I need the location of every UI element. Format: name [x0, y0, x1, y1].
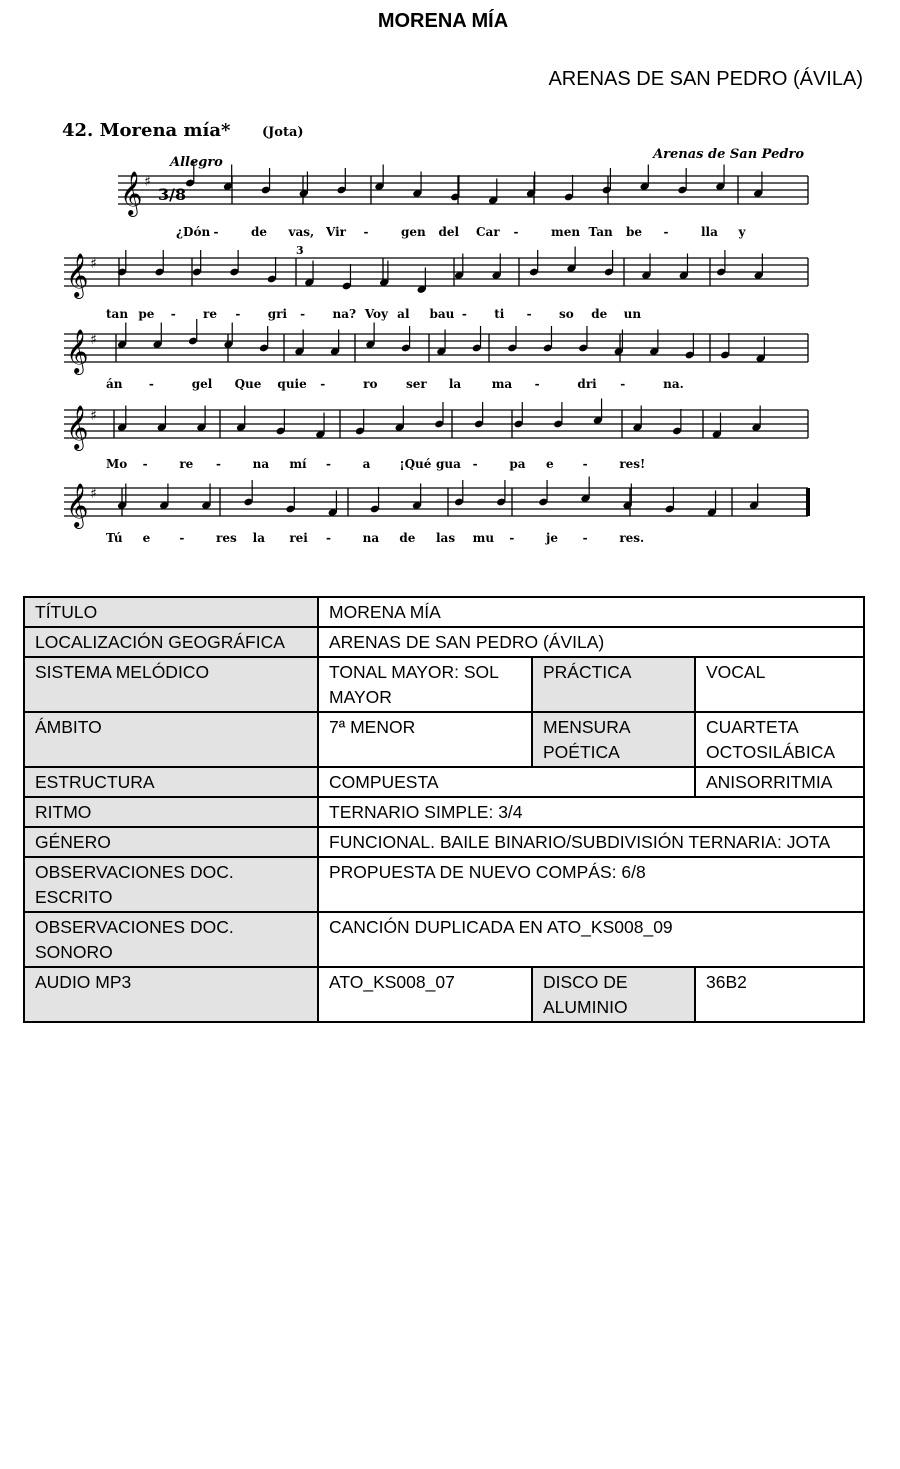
cell-label: MENSURA POÉTICA	[532, 712, 695, 767]
key-sharp: ♯	[144, 174, 151, 190]
cell-label: RITMO	[24, 797, 318, 827]
lyric-syllable: -	[582, 457, 588, 471]
table-row-written-notes	[24, 857, 864, 912]
lyric-syllable: ¡Qué	[399, 457, 432, 471]
cell-label: TÍTULO	[24, 597, 318, 627]
lyric-syllable: vas,	[288, 225, 315, 239]
cell-value: COMPUESTA	[318, 767, 695, 797]
lyric-syllable: -	[526, 307, 532, 321]
lyric-syllable: res!	[619, 457, 646, 471]
lyric-syllable: de	[251, 225, 268, 239]
lyric-syllable: na?	[332, 307, 357, 321]
cell-label: ÁMBITO	[24, 712, 318, 767]
staff	[64, 319, 808, 375]
lyric-syllable: -	[363, 225, 369, 239]
lyric-syllable: na	[252, 457, 270, 471]
cell-label: OBSERVACIONES DOC. SONORO	[24, 912, 318, 967]
lyric-syllable: -	[170, 307, 176, 321]
treble-clef: 𝄞	[66, 405, 89, 449]
table-row-title	[24, 597, 864, 627]
lyric-syllable: mu	[472, 531, 495, 545]
key-sharp: ♯	[90, 486, 97, 502]
cell-label: SISTEMA MELÓDICO	[24, 657, 318, 712]
table-row-audio	[24, 967, 864, 1022]
lyric-line	[106, 307, 641, 321]
lyric-syllable: gen	[401, 225, 426, 239]
staff	[64, 247, 808, 300]
treble-clef: 𝄞	[66, 483, 89, 527]
cell-value: VOCAL	[695, 657, 864, 712]
lyric-syllable: -	[235, 307, 241, 321]
time-signature: 3/8	[158, 185, 187, 204]
table-row-location	[24, 627, 864, 657]
lyric-syllable: je	[546, 531, 558, 545]
lyric-syllable: tan	[106, 307, 129, 321]
info-table	[23, 596, 865, 1023]
lyric-syllable: e	[142, 531, 151, 545]
lyric-syllable: la	[448, 377, 462, 391]
staves	[64, 161, 808, 529]
lyric-syllable: la	[252, 531, 266, 545]
lyric-line	[106, 531, 644, 545]
lyric-syllable: -	[326, 531, 331, 545]
lyric-syllable: del	[438, 225, 460, 239]
lyric-syllable: gua	[436, 457, 461, 471]
cell-value: TERNARIO SIMPLE: 3/4	[318, 797, 864, 827]
lyric-syllable: -	[148, 377, 154, 391]
lyric-syllable: -	[472, 457, 478, 471]
cell-value: CANCIÓN DUPLICADA EN ATO_KS008_09	[318, 912, 864, 967]
cell-label: DISCO DE ALUMINIO	[532, 967, 695, 1022]
lyric-line	[106, 457, 645, 471]
lyric-syllable: mí	[289, 457, 307, 471]
cell-value: 36B2	[695, 967, 864, 1022]
table-row-structure	[24, 767, 864, 797]
cell-value: 7ª MENOR	[318, 712, 532, 767]
cell-label: AUDIO MP3	[24, 967, 318, 1022]
lyric-syllable: e	[546, 457, 554, 471]
lyric-syllable: -	[320, 377, 326, 391]
music-score	[56, 112, 816, 552]
table-row-sound-notes	[24, 912, 864, 967]
cell-value: ARENAS DE SAN PEDRO (ÁVILA)	[318, 627, 864, 657]
lyric-syllable: de	[591, 307, 608, 321]
lyric-syllable: y	[738, 225, 746, 239]
score-genre-note: (Jota)	[262, 125, 304, 140]
cell-value: ANISORRITMIA	[695, 767, 864, 797]
staff	[64, 477, 808, 530]
triplet-mark: 3	[296, 244, 304, 257]
cell-value: FUNCIONAL. BAILE BINARIO/SUBDIVISIÓN TERNARIA: JOTA	[318, 827, 864, 857]
cell-value: ATO_KS008_07	[318, 967, 532, 1022]
lyric-syllable: men	[551, 225, 581, 239]
lyric-syllable: de	[399, 531, 416, 545]
lyric-syllable: dri	[577, 377, 597, 391]
cell-value: TONAL MAYOR: SOL MAYOR	[318, 657, 532, 712]
lyric-syllable: ma	[491, 377, 513, 391]
lyric-syllable: so	[558, 307, 574, 321]
cell-label: LOCALIZACIÓN GEOGRÁFICA	[24, 627, 318, 657]
lyric-syllable: Voy	[364, 307, 389, 321]
lyric-syllable: Mo	[106, 457, 128, 471]
treble-clef: 𝄞	[120, 171, 143, 215]
score-title: 42. Morena mía*	[62, 120, 231, 141]
lyric-syllable: -	[663, 225, 669, 239]
cell-label: PRÁCTICA	[532, 657, 695, 712]
lyric-syllable: pa	[509, 457, 526, 471]
key-sharp: ♯	[90, 256, 97, 272]
table-row-melodic-system	[24, 657, 864, 712]
lyric-line	[176, 225, 747, 239]
lyric-syllable: Tan	[588, 225, 613, 239]
lyric-syllable: -	[142, 457, 148, 471]
lyric-syllable: ro	[363, 377, 378, 391]
key-sharp: ♯	[90, 332, 97, 348]
lyric-syllable: bau	[429, 307, 455, 321]
lyric-syllable: -	[513, 225, 519, 239]
lyric-syllable: -	[582, 531, 588, 545]
lyric-syllable: ti	[494, 307, 505, 321]
table-row-range	[24, 712, 864, 767]
score-origin: Arenas de San Pedro	[653, 147, 804, 162]
lyric-syllable: pe	[138, 307, 155, 321]
lyric-syllable: las	[436, 531, 456, 545]
document-title: MORENA MÍA	[377, 10, 509, 32]
lyric-syllable: -	[509, 531, 515, 545]
cell-value: PROPUESTA DE NUEVO COMPÁS: 6/8	[318, 857, 864, 912]
lyric-syllable: lla	[701, 225, 718, 239]
lyric-syllable: -	[534, 377, 540, 391]
cell-label: OBSERVACIONES DOC. ESCRITO	[24, 857, 318, 912]
lyric-syllable: res	[216, 531, 237, 545]
lyric-syllable: be	[626, 225, 643, 239]
lyric-syllable: gri	[267, 307, 288, 321]
lyric-syllable: Que	[234, 377, 262, 391]
lyric-syllable: quie	[277, 377, 307, 391]
table-row-rhythm	[24, 797, 864, 827]
table-row-genre	[24, 827, 864, 857]
cell-label: ESTRUCTURA	[24, 767, 318, 797]
lyric-syllable: -	[179, 531, 185, 545]
lyric-syllable: rei	[289, 531, 308, 545]
lyric-syllable: -	[300, 307, 306, 321]
lyric-syllable: al	[397, 307, 410, 321]
lyric-syllable: -	[620, 377, 626, 391]
lyric-syllable: un	[623, 307, 642, 321]
staff	[64, 399, 808, 452]
lyric-syllable: a	[362, 457, 371, 471]
lyric-syllable: -	[461, 307, 467, 321]
lyric-syllable: ser	[406, 377, 427, 391]
lyric-syllable: re	[203, 307, 218, 321]
score-tempo: Allegro	[170, 155, 223, 170]
treble-clef: 𝄞	[66, 329, 89, 373]
lyric-syllable: -	[326, 457, 331, 471]
lyric-syllable: án	[106, 377, 123, 391]
lyric-syllable: Car	[476, 225, 500, 239]
lyric-syllable: Vir	[326, 225, 346, 239]
treble-clef: 𝄞	[66, 253, 89, 297]
lyric-line	[106, 377, 684, 391]
lyric-syllable: re	[179, 457, 194, 471]
lyric-syllable: gel	[191, 377, 213, 391]
lyric-syllable: res.	[619, 531, 645, 545]
lyric-syllable: -	[216, 457, 221, 471]
cell-value: MORENA MÍA	[318, 597, 864, 627]
cell-label: GÉNERO	[24, 827, 318, 857]
lyric-syllable: -	[213, 225, 219, 239]
cell-value: CUARTETA OCTOSILÁBICA	[695, 712, 864, 767]
document-location: ARENAS DE SAN PEDRO (ÁVILA)	[548, 68, 863, 90]
lyric-syllable: Tú	[106, 531, 123, 545]
key-sharp: ♯	[90, 408, 97, 424]
lyric-syllable: ¿Dón	[176, 225, 211, 239]
lyric-syllable: na.	[663, 377, 684, 391]
lyric-syllable: na	[362, 531, 380, 545]
